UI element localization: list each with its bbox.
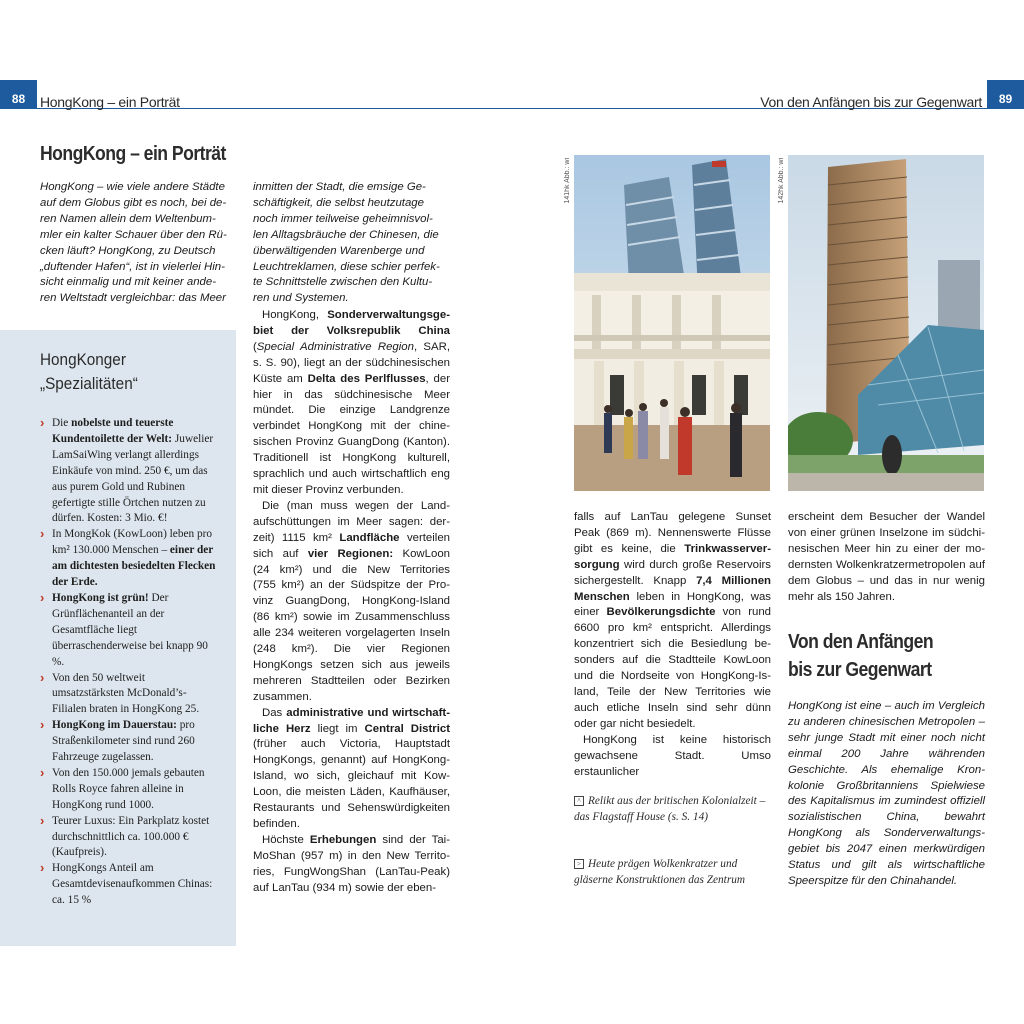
section-title: Von den Anfängen bis zur Gegenwart	[788, 631, 934, 681]
photo2-credit: 142hk Abb.: wi	[778, 158, 785, 204]
caption-arrow-up-icon: ^	[574, 796, 584, 806]
list-item: › In MongKok (KowLoon) leben pro km² 130.000 Menschen – einer der am dichtesten besiedelten Flecken der Erde.	[40, 527, 216, 591]
column2-intro: inmitten der Stadt, die emsige Ge- schäftigkeit, die selbst heutzutage noch immer teilweise geheimnisvol- len Alltagsbräuche der Chinesen, die überwältigenden Warenberge und Leuchtreklamen, diese schier perfek- te Schnittstelle zwischen den Kultu- ren und Systemen.	[253, 181, 440, 305]
skyscrapers-photo	[788, 155, 984, 491]
list-item: › HongKong ist grün! Der Grünflächenanteil an der Gesamtfläche liegt überraschenderweise bei knapp 90 %.	[40, 591, 216, 671]
intro-text: HongKong – wie viele andere Städte auf dem Globus gibt es noch, bei de- ren Namen allein dem Weltenbum- mler ein kalter Schauer über den Rü- cken läuft? HongKong, zu Deutsch „duftender Hafen“, ist in vielerlei Hin- sicht einmalig und mit keiner ande- ren Weltstadt vergleichbar: das Meer	[40, 181, 227, 305]
sidebar-title: HongKonger „Spezialitäten“	[40, 350, 138, 393]
photo1-caption: ^ Relikt aus der britischen Kolonialzeit – das Flagstaff House (s. S. 14)	[574, 795, 766, 823]
right-running-header: Von den Anfängen bis zur Gegenwart	[760, 94, 982, 110]
caption-arrow-right-icon: >	[574, 859, 584, 869]
paragraph: HongKong ist eine – auch im Vergleich zu anderen chinesischen Metropolen – sehr junge Stadt mit einer noch nicht einmal 200 Jahre währenden Geschichte. Als ehemalige Kronkolonie Großbritanniens Spielwiese des Kapitalismus im zumindest offiziell sozialistischen China, bewahrt HongKong als Sonderverwaltungsgebiet bis 2047 einen merkwürdigen Status und gilt als wirtschaftliche Speerspitze für den Chinahandel.	[788, 700, 985, 887]
column4-body	[788, 510, 985, 605]
sidebar-box	[0, 330, 236, 946]
photo2-caption: > Heute prägen Wolkenkratzer und gläserne Konstruktionen das Zentrum	[574, 858, 746, 886]
list-item: › Von den 50 weltweit umsatzstärksten McDonald’s-Filialen braten in HongKong 25.	[40, 671, 216, 719]
right-page-number: 89	[987, 80, 1024, 108]
column2-body	[253, 308, 450, 897]
paragraph: HongKong, Sonderverwaltungsgebiet der Volksrepublik China (Special Administrative Region, SAR, s. S. 90), liegt an der südchinesischen Küste am Delta des Perlflusses, der hier in das südchinesische Meer mündet. Die einzige Landgrenze verbindet HongKong mit der chinesischen Provinz GuangDong (Kanton). Traditionell ist HongKong kulturell, sprachlich und auch wirtschaftlich eng mit dieser Provinz verbunden.	[253, 309, 450, 496]
paragraph: HongKong ist keine historisch gewachsene Stadt. Umso erstaunlicher	[574, 733, 771, 778]
paragraph: Die (man muss wegen der Landaufschüttungen im Meer sagen: derzeit) 1115 km² Landfläche verteilen sich auf vier Regionen: KowLoon (24 km²) und die New Territories (755 km²) an der Südspitze der Provinz GuangDong, HongKong-Island (86 km²) sowie im Zusammenschluss alle 234 weiteren vorgelagerten Inseln (248 km²). Die vier Regionen HongKongs setzen sich aus jeweils mehreren Stadtteilen oder Bezirken zusammen.	[253, 499, 450, 703]
paragraph: erscheint dem Besucher der Wandel von einer grünen Inselzone im südchinesischen Meer hin zu einer der modernsten Wolkenkratzermetropolen auf dem Globus – und das in nur wenig mehr als 150 Jahren.	[788, 511, 985, 603]
left-page-number: 88	[0, 80, 37, 108]
sidebar-list	[40, 416, 216, 909]
paragraph: falls auf LanTau gelegene Sunset Peak (869 m). Nennenswerte Flüsse gibt es keine, die Trinkwasserversorgung wird durch große Reservoirs sichergestellt. Knapp 7,4 Millionen Menschen leben in HongKong, was einer Bevölkerungsdichte von rund 6600 pro km² entspricht. Allerdings konzentriert sich die Besiedlung besonders auf die Stadtteile KowLoon und die Nordseite von HongKong-Island, Teile der New Territories wie auch etliche Inseln sind sehr dünn oder gar nicht besiedelt.	[574, 511, 771, 730]
photo1-credit: 141hk Abb.: wi	[564, 158, 571, 204]
list-item: › HongKong im Dauerstau: pro Straßenkilometer sind rund 260 Fahrzeuge zugelassen.	[40, 718, 216, 766]
list-item: › Die nobelste und teuerste Kundentoilette der Welt: Juwelier LamSaiWing verlangt allerdings Einkäufe von mind. 250 €, um das aus purem Gold und Rubinen gefertigte stille Örtchen nutzen zu dürfen. Kosten: 3 Mio. €!	[40, 416, 216, 527]
list-item: › Von den 150.000 jemals gebauten Rolls Royce fahren alleine in HongKong rund 1000.	[40, 766, 216, 814]
column3-body	[574, 510, 771, 780]
section-intro	[788, 699, 985, 890]
paragraph: Höchste Erhebungen sind der TaiMoShan (957 m) in den New Territories, FungWongShan (LanTau-Peak) auf LanTau (934 m) sowie der eben-	[253, 833, 450, 894]
list-item: › Teurer Luxus: Ein Parkplatz kostet durchschnittlich ca. 100.000 € (Kaufpreis).	[40, 814, 216, 862]
list-item: › HongKongs Anteil am Gesamtdevisenaufkommen Chinas: ca. 15 %	[40, 861, 216, 909]
left-running-header: HongKong – ein Porträt	[40, 94, 180, 110]
flagstaff-house-photo	[574, 155, 770, 491]
page-title: HongKong – ein Porträt	[40, 143, 226, 165]
paragraph: Das administrative und wirtschaftliche Herz liegt im Central District (früher auch Victoria, Hauptstadt HongKongs, genannt) auf HongKong-Island, wo sich, gleichauf mit KowLoon, die meisten Läden, Kaufhäuser, Restaurants und Sehenswürdigkeiten befinden.	[253, 706, 451, 830]
